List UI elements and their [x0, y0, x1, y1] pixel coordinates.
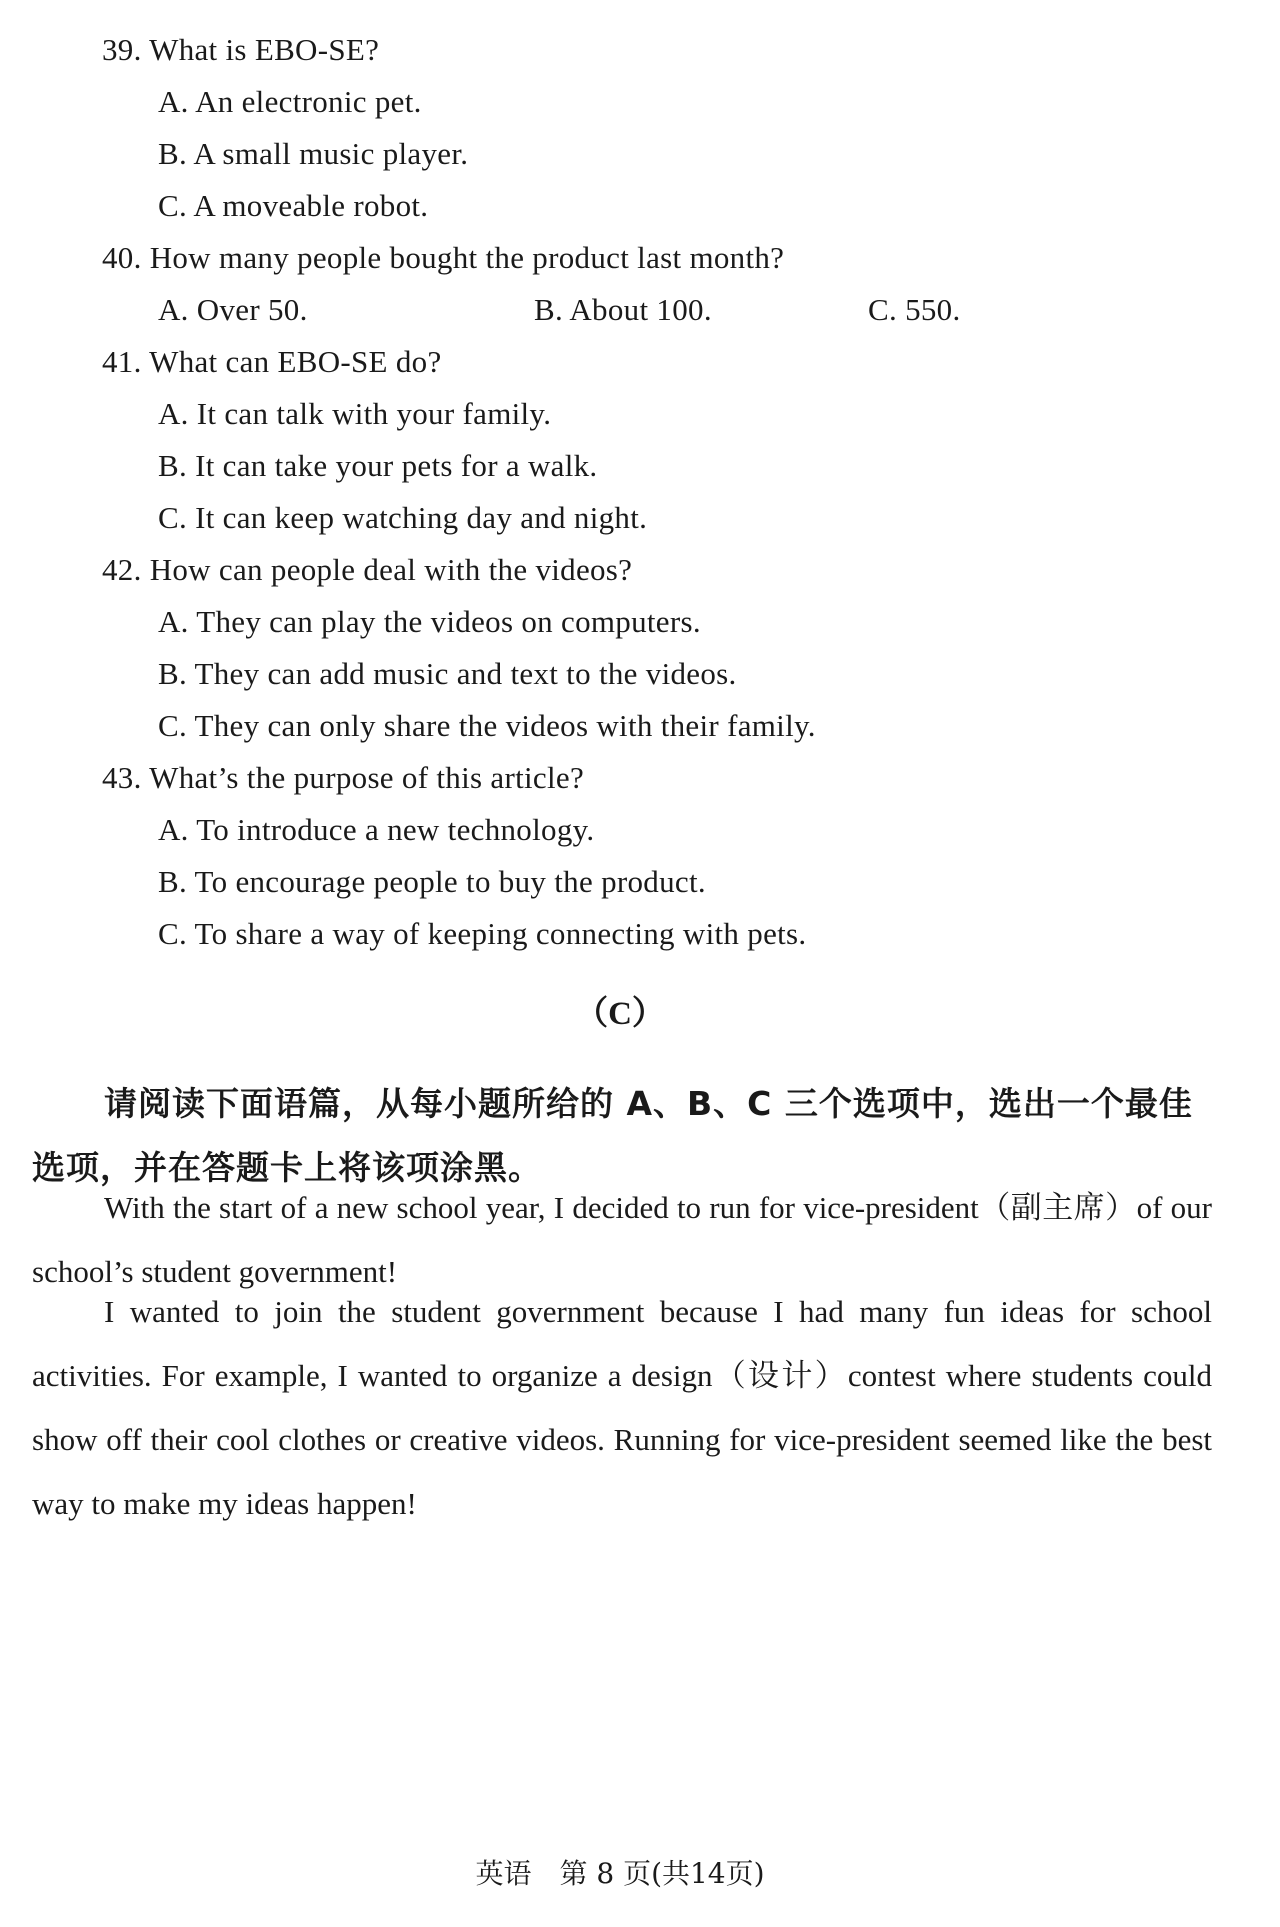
page-footer: 英语 第 8 页(共14页)	[475, 1857, 765, 1890]
question-40-option-b: B. About 100.	[534, 292, 712, 327]
question-42-option-c: C. They can only share the videos with their family.	[158, 708, 816, 743]
question-43-option-a: A. To introduce a new technology.	[158, 812, 595, 847]
question-39-option-a: A. An electronic pet.	[158, 84, 422, 119]
question-42-option-a: A. They can play the videos on computers.	[158, 604, 701, 639]
section-title: （C）	[575, 996, 665, 1032]
question-39-option-b: B. A small music player.	[158, 136, 469, 171]
section-instruction: 请阅读下面语篇，从每小题所给的 A、B、C 三个选项中，选出一个最佳选项，并在答题卡上将该项涂黑。	[32, 1084, 1193, 1187]
question-41-option-c: C. It can keep watching day and night.	[158, 500, 648, 535]
question-43-option-c: C. To share a way of keeping connecting with pets.	[158, 916, 807, 951]
question-41-option-b: B. It can take your pets for a walk.	[158, 448, 598, 483]
question-39-option-c: C. A moveable robot.	[158, 188, 429, 223]
question-40-option-c: C. 550.	[868, 292, 961, 327]
passage-paragraph-2: I wanted to join the student government because I had many fun ideas for school activities. For example, I wanted to organize a design（设计）contest where students could show off their cool clothes or creative videos. Running for vice-president seemed like the best way to make my ideas happen!	[32, 1294, 1212, 1521]
question-42: 42. How can people deal with the videos?	[102, 552, 633, 587]
question-41-option-a: A. It can talk with your family.	[158, 396, 552, 431]
question-41: 41. What can EBO-SE do?	[102, 344, 442, 379]
passage-paragraph-1: With the start of a new school year, I decided to run for vice-president（副主席）of our school’s student government!	[32, 1190, 1212, 1289]
question-43: 43. What’s the purpose of this article?	[102, 760, 585, 795]
question-39: 39. What is EBO-SE?	[102, 32, 380, 67]
question-42-option-b: B. They can add music and text to the videos.	[158, 656, 737, 691]
question-40: 40. How many people bought the product last month?	[102, 240, 785, 275]
question-43-option-b: B. To encourage people to buy the product.	[158, 864, 706, 899]
question-40-option-a: A. Over 50.	[158, 292, 308, 327]
